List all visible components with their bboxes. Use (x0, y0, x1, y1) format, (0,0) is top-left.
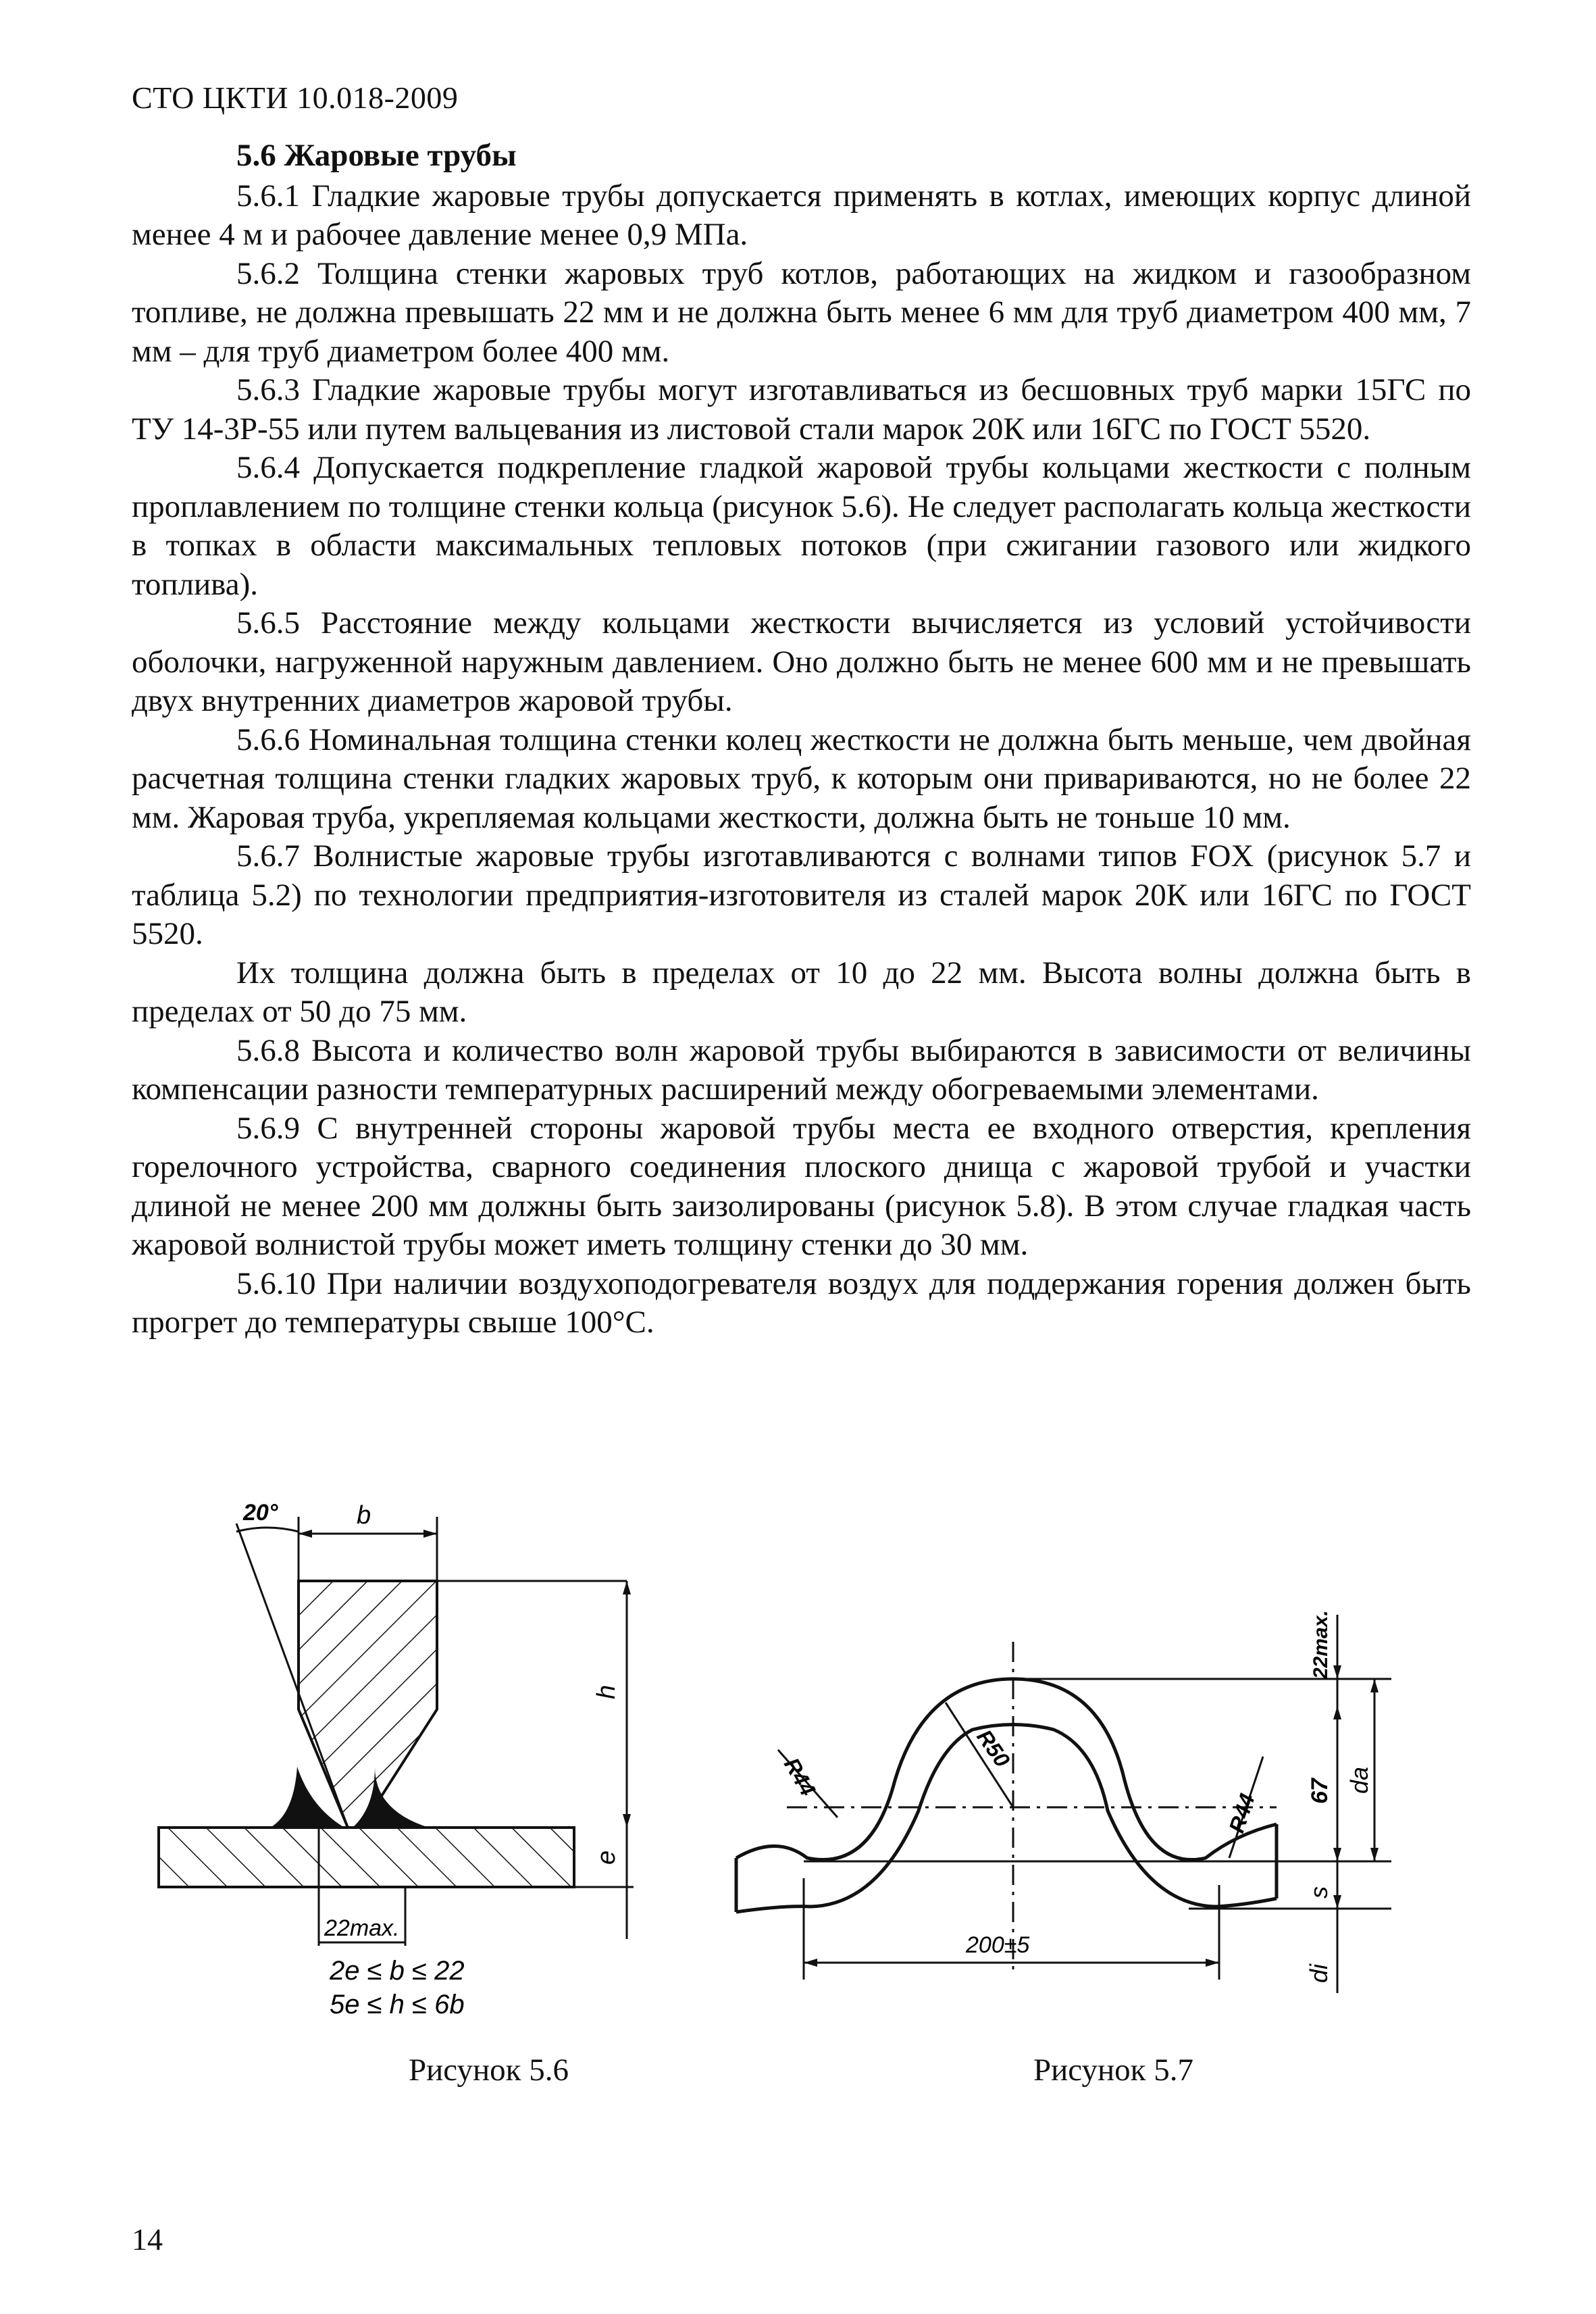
e-dimension-label: e (592, 1850, 621, 1865)
paragraph-5-6-6: 5.6.6 Номинальная толщина стенки колец жесткости не должна быть меньше, чем двойная расчетная толщина стенки гладких жаровых труб, к которым они привариваются, но не более 22 мм. Жаровая труба, укрепляемая кольцами жесткости, должна быть не тоньше 10 мм. (132, 722, 1471, 835)
paragraph-5-6-7-continued: Их толщина должна быть в пределах от 10 до 22 мм. Высота волны должна быть в пределах от 50 до 75 мм. (132, 955, 1471, 1029)
paragraph-5-6-7: 5.6.7 Волнистые жаровые трубы изготавливаются с волнами типов FOX (рисунок 5.7 и таблица 5.2) по технологии предприятия-изготовителя из сталей марок 20К или 16ГС по ГОСТ 5520. (132, 838, 1471, 951)
h-dimension-label: h (592, 1684, 621, 1699)
wall-thickness-label: s (1305, 1886, 1333, 1898)
paragraph-5-6-4: 5.6.4 Допускается подкрепление гладкой жаровой трубы кольцами жесткости с полным проплавлением по толщине стенки кольца (рисунок 5.6). Не следует располагать кольца жесткости в топках в области максимальных тепловых потоков (при сжигании газового или жидкого топлива). (132, 450, 1471, 602)
figure-5-6 (142, 1496, 655, 2037)
figure-5-6-caption: Рисунок 5.6 (409, 2053, 569, 2088)
inner-diameter-label: di (1305, 1963, 1333, 1983)
document-code-header: СТО ЦКТИ 10.018-2009 (132, 80, 459, 115)
page-number: 14 (132, 2222, 163, 2257)
paragraph-5-6-3: 5.6.3 Гладкие жаровые трубы могут изготавливаться из бесшовных труб марки 15ГС по ТУ 14-3Р-55 или путем вальцевания из листовой стали марок 20К или 16ГС по ГОСТ 5520. (132, 372, 1471, 447)
tube-wall (159, 1828, 574, 1887)
stiffening-ring-drawing (142, 1496, 655, 2037)
formula-h: 5e ≤ h ≤ 6b (330, 1990, 465, 2019)
angle-label: 20° (243, 1500, 278, 1526)
max-height-label: 22max. (1310, 1610, 1332, 1679)
formula-b: 2e ≤ b ≤ 22 (330, 1956, 465, 1986)
paragraph-5-6-5: 5.6.5 Расстояние между кольцами жесткости вычисляется из условий устойчивости оболочки, нагруженной наружным давлением. Оно должно быть не менее 600 мм и не превышать двух внутренних диаметров жаровой трубы. (132, 605, 1471, 718)
paragraph-5-6-8: 5.6.8 Высота и количество волн жаровой трубы выбираются в зависимости от величины компенсации разности температурных расширений между обогреваемыми элементами. (132, 1032, 1471, 1107)
outer-diameter-label: da (1345, 1766, 1373, 1794)
construction-lines (778, 1615, 1391, 1993)
max-thickness-label: 22max. (324, 1915, 400, 1941)
pitch-dimension-label: 200±5 (966, 1932, 1030, 1958)
paragraph-5-6-10: 5.6.10 При наличии воздухоподогревателя воздух для поддержания горения должен быть прогрет до температуры свыше 100°С. (132, 1265, 1471, 1340)
section-title: 5.6 Жаровые трубы (236, 138, 517, 173)
wave-height-label: 67 (1307, 1778, 1333, 1804)
b-dimension-label: b (357, 1501, 371, 1530)
ring-section (299, 1581, 437, 1828)
figure-5-7-caption: Рисунок 5.7 (1033, 2053, 1194, 2088)
radius-50-label: R50 (972, 1725, 1015, 1772)
section-body (132, 136, 1471, 1342)
figure-5-7 (716, 1588, 1398, 2054)
paragraph-5-6-1: 5.6.1 Гладкие жаровые трубы допускается применять в котлах, имеющих корпус длиной менее 4 м и рабочее давление менее 0,9 МПа. (132, 178, 1471, 252)
paragraph-5-6-2: 5.6.2 Толщина стенки жаровых труб котлов, работающих на жидком и газообразном топливе, не должна превышать 22 мм и не должна быть менее 6 мм для труб диаметром 400 мм, 7 мм – для труб диаметром более 400 мм. (132, 255, 1471, 369)
corrugated-flue-drawing (716, 1588, 1398, 2054)
radius-44-left-label: R44 (779, 1753, 821, 1801)
radius-44-right-label: R44 (1224, 1790, 1260, 1836)
paragraph-5-6-9: 5.6.9 С внутренней стороны жаровой трубы места ее входного отверстия, крепления горелочного устройства, сварного соединения плоского днища с жаровой трубой и участки длиной не менее 200 мм должны быть заизолированы (рисунок 5.8). В этом случае гладкая часть жаровой волнистой трубы может иметь толщину стенки до 30 мм. (132, 1110, 1471, 1262)
